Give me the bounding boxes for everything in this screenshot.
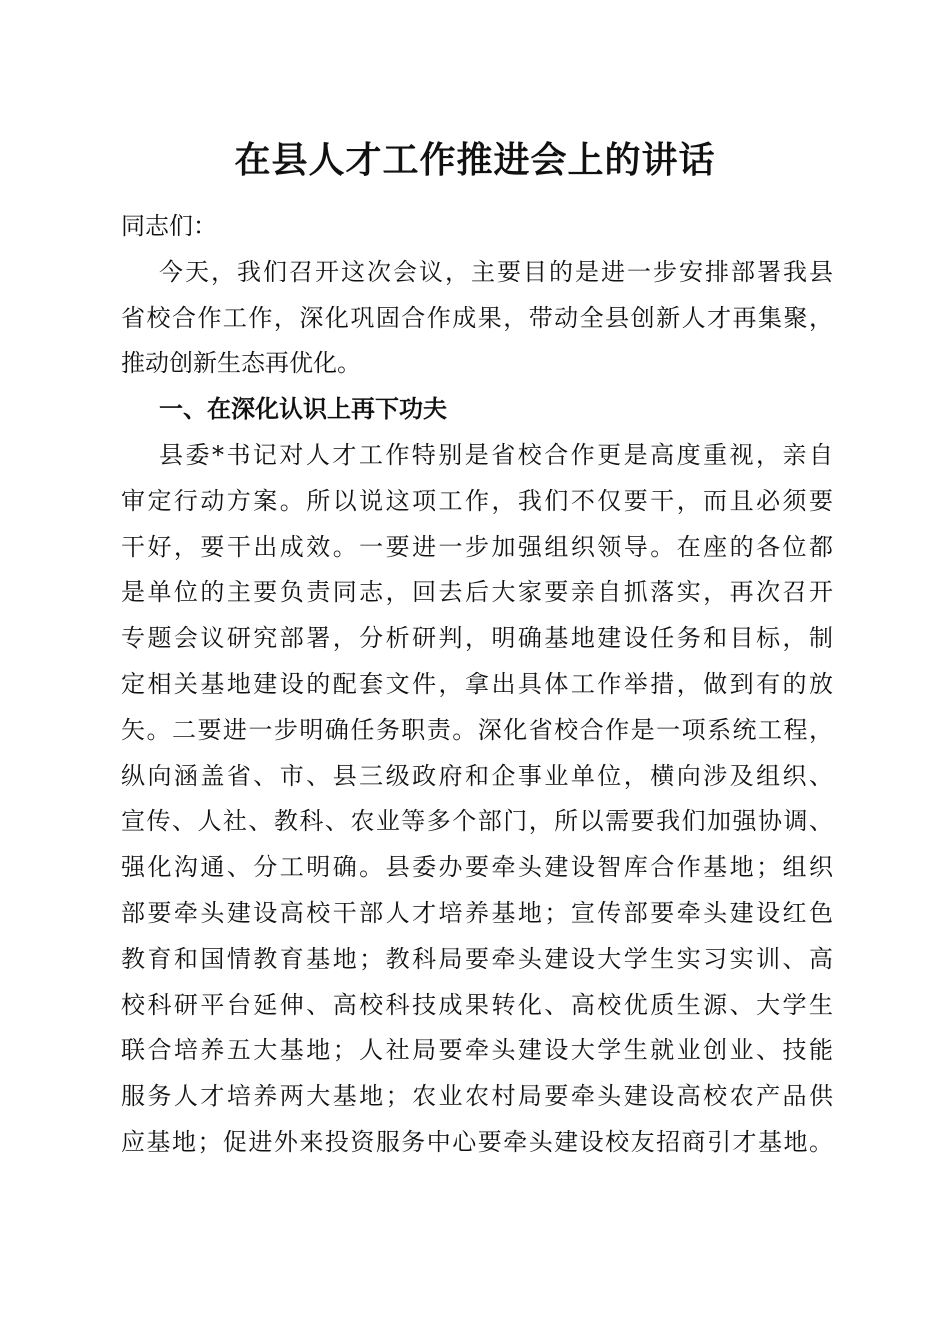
paragraph-line: 联合培养五大基地；人社局要牵头建设大学生就业创业、技能	[121, 1036, 833, 1065]
salutation: 同志们：	[121, 212, 217, 240]
paragraph-line: 推动创新生态再优化。	[121, 349, 361, 378]
paragraph-line: 应基地；促进外来投资服务中心要牵头建设校友招商引才基地。	[121, 1127, 833, 1156]
paragraph-line: 教育和国情教育基地；教科局要牵头建设大学生实习实训、高	[121, 944, 833, 973]
paragraph-line: 服务人才培养两大基地；农业农村局要牵头建设高校农产品供	[121, 1082, 833, 1111]
document-title: 在县人才工作推进会上的讲话	[234, 139, 716, 181]
paragraph-line: 审定行动方案。所以说这项工作，我们不仅要干，而且必须要	[121, 486, 833, 515]
paragraph-line: 县委*书记对人才工作特别是省校合作更是高度重视，亲自	[159, 440, 833, 469]
paragraph-line: 纵向涵盖省、市、县三级政府和企事业单位，横向涉及组织、	[121, 761, 833, 790]
paragraph-line: 今天，我们召开这次会议，主要目的是进一步安排部署我县	[159, 257, 833, 286]
paragraph-line: 省校合作工作，深化巩固合作成果，带动全县创新人才再集聚，	[121, 303, 833, 332]
paragraph-line: 专题会议研究部署，分析研判，明确基地建设任务和目标，制	[121, 624, 833, 653]
document-body	[121, 204, 833, 1166]
paragraph-line: 强化沟通、分工明确。县委办要牵头建设智库合作基地；组织	[121, 853, 833, 882]
paragraph-line: 是单位的主要负责同志，回去后大家要亲自抓落实，再次召开	[121, 578, 833, 607]
section-heading: 一、在深化认识上再下功夫	[159, 395, 447, 424]
paragraph-line: 干好，要干出成效。一要进一步加强组织领导。在座的各位都	[121, 532, 833, 561]
paragraph-line: 校科研平台延伸、高校科技成果转化、高校优质生源、大学生	[121, 990, 833, 1019]
paragraph-line: 定相关基地建设的配套文件，拿出具体工作举措，做到有的放	[121, 669, 833, 698]
paragraph-line: 矢。二要进一步明确任务职责。深化省校合作是一项系统工程，	[121, 715, 833, 744]
paragraph-line: 宣传、人社、教科、农业等多个部门，所以需要我们加强协调、	[121, 807, 833, 836]
paragraph-line: 部要牵头建设高校干部人才培养基地；宣传部要牵头建设红色	[121, 898, 833, 927]
